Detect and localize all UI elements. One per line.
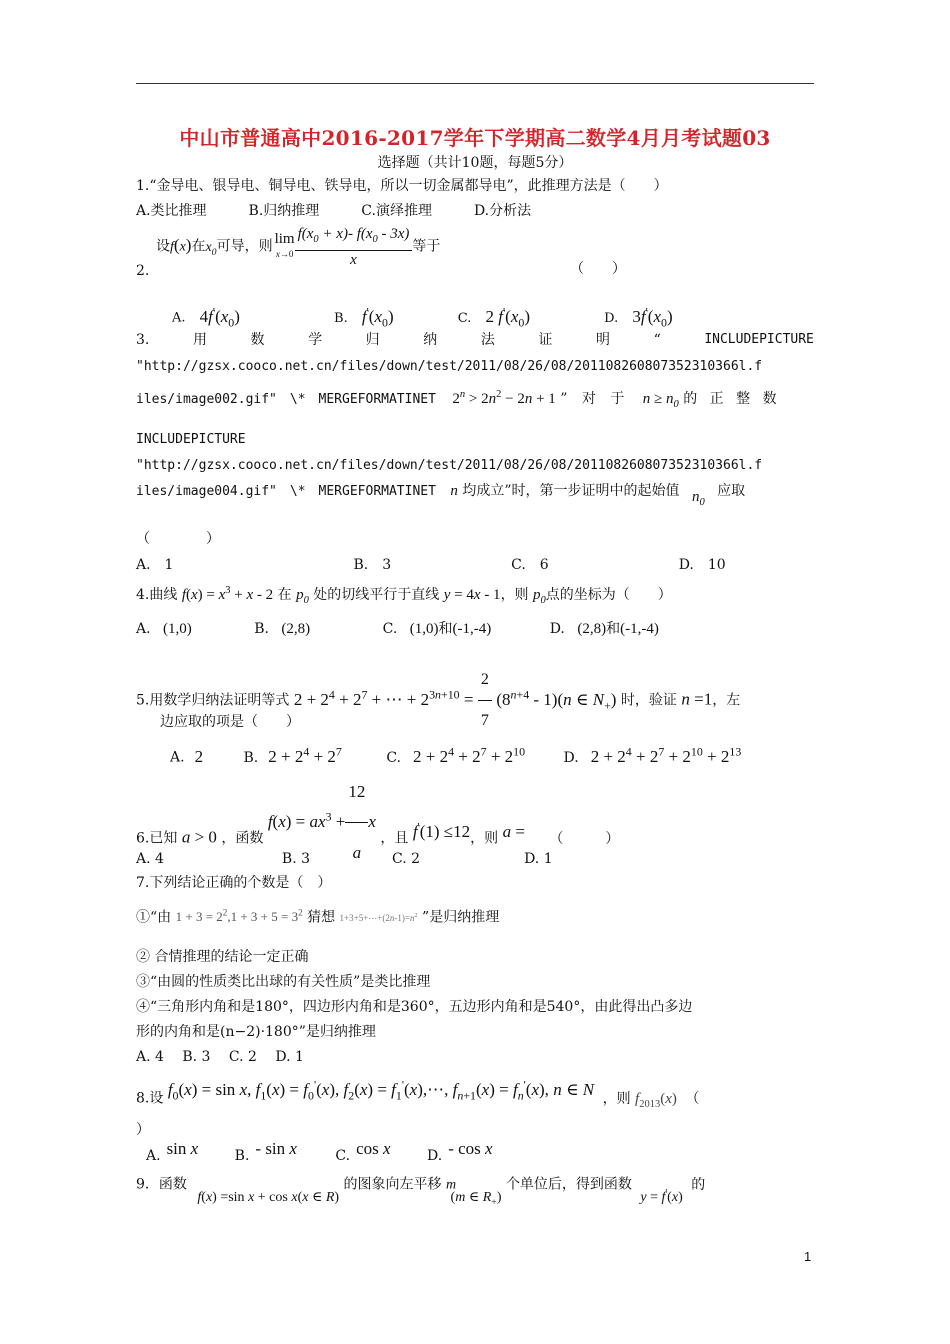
question-5-options: A. 2 B. $2 + 2^4 + 2^7$ C. $2 + 2^4 + 2^7 + 2^{10}$ D. $2 + 2^4 + 2^7 + 2^{10} + 2^{13}$ — [170, 744, 742, 766]
question-7-options: A. 4 B. 3 C. 2 D. 1 — [136, 1049, 304, 1065]
question-1-stem: 1.“金导电、银导电、铜导电、铁导电，所以一切金属都导电”，此推理方法是（ ） — [136, 178, 668, 194]
page-title: 中山市普通高中2016-2017学年下学期高二数学4月月考试题03 — [179, 126, 771, 150]
question-7-statement-4-cont: 形的内角和是(n−2)·180°”是归纳推理 — [136, 1024, 376, 1040]
question-8-options: A. sin x B. - sin x C. cos x D. - cos x — [146, 1139, 493, 1164]
question-3-url-2: "http://gzsx.cooco.net.cn/files/down/test/2011/08/26/08/201108260807352310366l.f — [136, 458, 763, 473]
question-3-line-6: iles/image004.gif" \* MERGEFORMATINET n 均成立”时，第一步证明中的起始值 $n_0$ 应取 — [136, 483, 746, 508]
question-8-stem: 8.设 $f_0(x) = \sin x$, $f_1(x) = f_0'(x)$, $f_2(x)$ = $f_1'(x),\cdots$, $f_{n+1}(x) = f_n'(x)$, n ∈ N ，则 $f_{2013}(x)$ （ — [136, 1077, 700, 1110]
question-8-line-2: ） — [136, 1122, 150, 1138]
question-7-statement-2: ② 合情推理的结论一定正确 — [136, 949, 309, 965]
section-subtitle: 选择题（共计10题，每题5分） — [377, 155, 573, 171]
question-5-stem: 5.用数学归纳法证明等式 $2 + 2^4 + 2^7$ + ⋯ + $2^{3n+10}$ = $\frac{2}{7}$ $(8^{n+4} - 1)(n$ ∈ $N_+$) 时，验证 n =1，左 — [136, 660, 740, 741]
question-9-stem: 9．函数 f(x) =sin x + cos x(x ∈ R) 的图象向左平移 m (m ∈ $R_+$) 个单位后，得到函数 y = f'(x) 的 — [136, 1176, 706, 1208]
question-7-stem: 7.下列结论正确的个数是（ ） — [136, 875, 332, 891]
question-2-number: 2. — [136, 263, 150, 279]
question-3-url-1: "http://gzsx.cooco.net.cn/files/down/test/2011/08/26/08/201108260807352310366l.f — [136, 359, 763, 374]
question-4-stem: 4.曲线 $f(x) = x^3 + x - 2$ 在 $p_0$ 处的切线平行于直线 y = 4x - 1，则 $p_0$点的坐标为（ ） — [136, 585, 672, 606]
question-3-paren: （ ） — [136, 531, 220, 547]
question-6-stem: 6.已知 a > 0 ，函数 $f(x) = ax^3$ + $\frac{12}{a}$ x ，且 f'(1) ≤12，则 a = （ ） — [136, 778, 619, 899]
question-3-line-1: 3. 用 数 学 归 纳 法 证 明 “ INCLUDEPICTURE — [136, 332, 814, 348]
question-3-line-4: INCLUDEPICTURE — [136, 432, 246, 447]
question-7-statement-3: ③“由圆的性质类比出球的有关性质”是类比推理 — [136, 974, 431, 990]
question-7-statement-1: ①“由 $1 + 3 = 2^2,1 + 3 + 5 = 3^2$ 猜想 $1+3+5+\cdots+(2n-1)=n^2$ ”是归纳推理 — [136, 908, 500, 926]
question-2-options: A. $4f'(x_0)$ B. $f'(x_0)$ C. 2 $f'(x_0)$ D. $3f'(x_0)$ — [172, 304, 673, 330]
header-rule — [136, 83, 814, 84]
limit-expression: lim x→0 — [274, 231, 295, 259]
question-2-paren: （ ） — [570, 261, 626, 277]
difference-quotient: $\frac{f(x_0 + x)- f(x_0 - 3x)}{x}$ — [295, 224, 413, 269]
question-4-options: A. (1,0) B. (2,8) C. (1,0)和(-1,-4) D. (2,8)和(-1,-4) — [136, 621, 659, 637]
question-1-options: A.类比推理 B.归纳推理 C.演绎推理 D.分析法 — [136, 203, 532, 219]
question-5-line-2: 边应取的项是（ ） — [160, 714, 300, 730]
question-3-options: A. 1 B. 3 C. 6 D. 10 — [136, 557, 726, 573]
question-6-options: A. 4 B. 3 C. 2 D. 1 — [136, 851, 553, 867]
question-7-statement-4: ④“三角形内角和是180°，四边形内角和是360°，五边形内角和是540°，由此得出凸多边 — [136, 999, 693, 1015]
question-3-line-3: iles/image002.gif" \* MERGEFORMATINET $2^n > 2n^2 - 2n + 1$ ” 对 于 $n \ge n_0$ 的 正 整 数 — [136, 389, 777, 410]
page-number: 1 — [804, 1249, 812, 1264]
question-2-stem: 设f(x)在$x_0$可导，则 lim x→0 $\frac{f(x_0 + x)- f(x_0 - 3x)}{x}$ 等于 — [156, 226, 441, 268]
formula: f — [170, 239, 174, 255]
